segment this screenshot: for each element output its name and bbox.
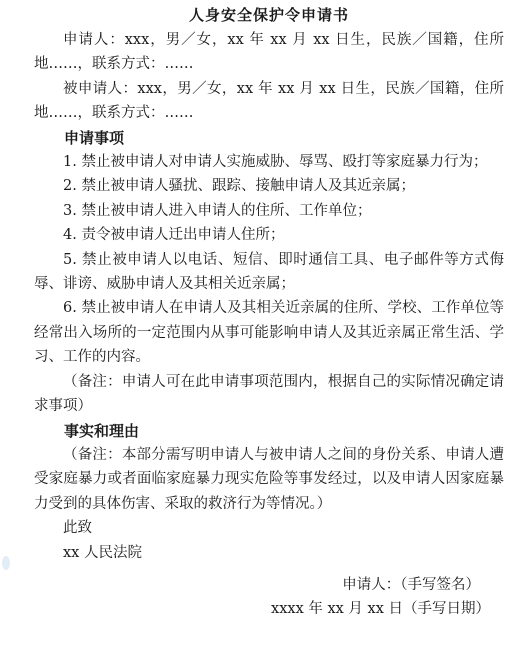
facts-note: （备注：本部分需写明申请人与被申请人之间的身份关系、申请人遭受家庭暴力或者面临家庭暴力现实危险等事发经过，以及申请人因家庭暴力受到的具体伤害、采取的救济行为等情况。） [34,446,504,512]
requests-heading: 申请事项 [64,128,125,147]
signature-date: xxxx 年 xx 月 xx 日（手写日期） [271,601,490,618]
respondent-info: 被申请人：xxx，男／女，xx 年 xx 月 xx 日生，民族／国籍，住所地……，联系方式：…… [34,80,504,122]
request-item-2: 2. 禁止被申请人骚扰、跟踪、接触申请人及其近亲属； [63,178,415,195]
applicant-signature: 申请人：（手写签名） [342,576,480,593]
facts-heading: 事实和理由 [64,421,140,440]
requests-note: （备注：申请人可在此申请事项范围内，根据自己的实际情况确定请求事项） [34,373,504,415]
request-item-5: 5. 禁止被申请人以电话、短信、即时通信工具、电子邮件等方式侮辱、诽谤、威胁申请人及其相关近亲属； [34,251,504,293]
page-edge-mark [2,556,10,570]
court-name: xx 人民法院 [63,544,142,561]
closing-salutation: 此致 [63,520,92,537]
applicant-info: 申请人：xxx，男／女，xx 年 xx 月 xx 日生，民族／国籍，住所地……，联系方式：…… [34,32,504,73]
request-item-1: 1. 禁止被申请人对申请人实施威胁、辱骂、殴打等家庭暴力行为； [63,154,488,171]
request-item-3: 3. 禁止被申请人进入申请人的住所、工作单位； [63,202,372,219]
document-title: 人身安全保护令申请书 [188,6,349,24]
request-item-4: 4. 责令被申请人迁出申请人住所； [63,227,285,244]
request-item-6: 6. 禁止被申请人在申请人及其相关近亲属的住所、学校、工作单位等经常出入场所的一定范围内从事可能影响申请人及其近亲属正常生活、学习、工作的内容。 [34,300,504,366]
